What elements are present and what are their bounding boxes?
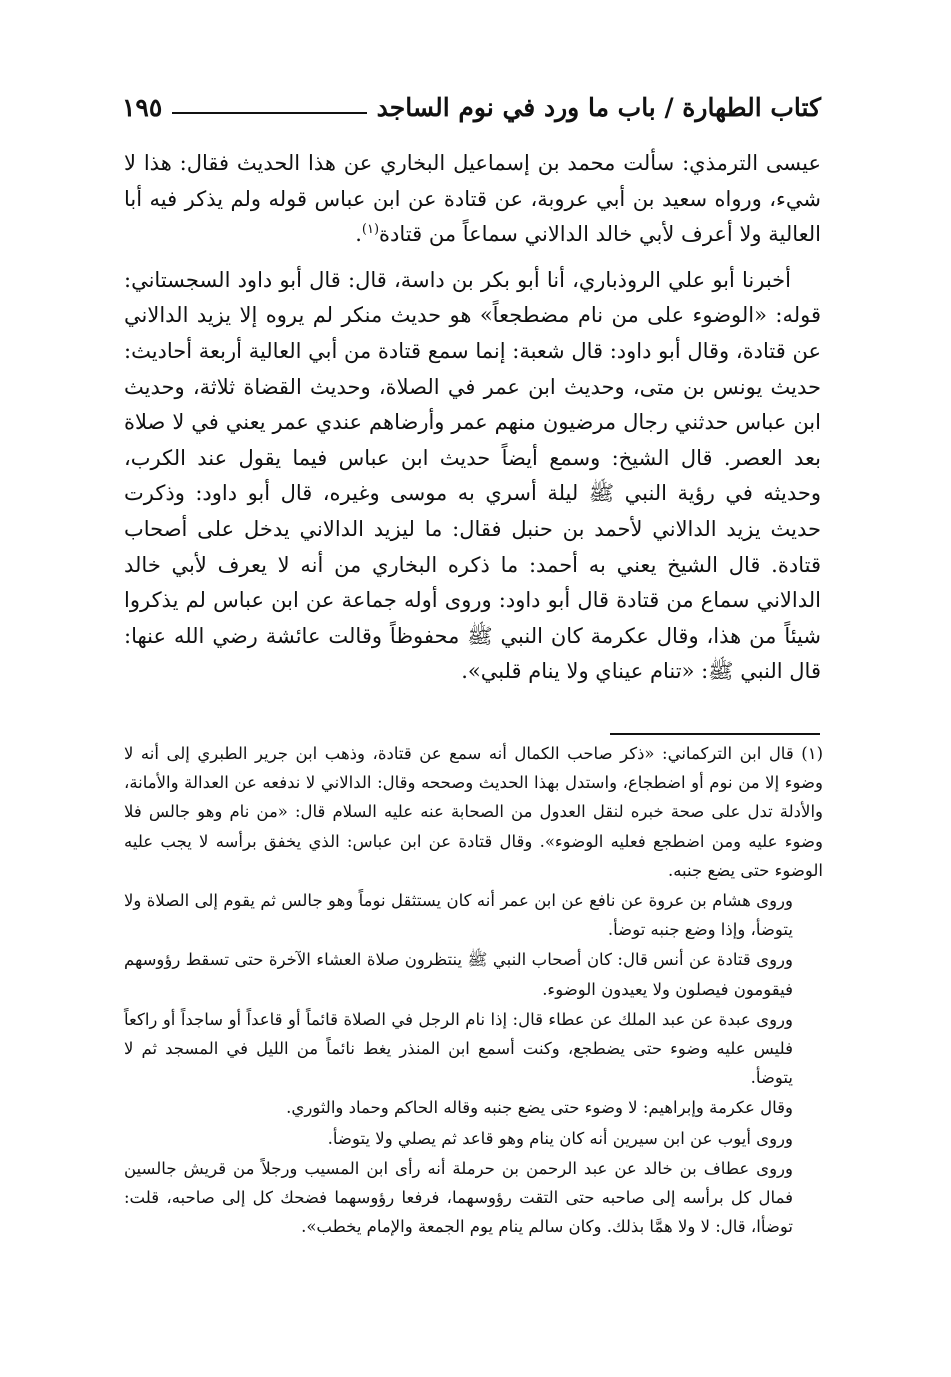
footnotes [124,739,823,1242]
running-header [122,82,821,122]
paragraph-text: عيسى الترمذي: سألت محمد بن إسماعيل البخاري عن هذا الحديث فقال: هذا لا شيء، ورواه سعيد بن أبي عروبة، عن قتادة عن ابن عباس قوله ولم يذكر فيه أبا العالية ولا أعرف لأبي خالد الدالاني سماعاً من قتادة [124,151,821,247]
paragraph: أخبرنا أبو علي الروذباري، أنا أبو بكر بن داسة، قال: قال أبو داود السجستاني: قوله: «الوضوء على من نام مضطجعاً» هو حديث منكر لم يروه إلا يزيد الدالاني عن قتادة، وقال أبو داود: قال شعبة: إنما سمع قتادة من أبي العالية أربعة أحاديث: حديث يونس بن متى، وحديث ابن عمر في الصلاة، وحديث القضاة ثلاثة، وحديث ابن عباس حدثني رجال مرضيون منهم عمر وأرضاهم عندي عمر يعني في لا صلاة بعد العصر. قال الشيخ: وسمع أيضاً حديث ابن عباس فيما يقول عند الكرب، وحديثه في رؤية النبي ﷺ ليلة أسري به موسى وغيره، قال أبو داود: وذكرت حديث يزيد الدالاني لأحمد بن حنبل فقال: ما ليزيد الدالاني يدخل على أصحاب قتادة. قال الشيخ يعني به أحمد: ما ذكره البخاري من أنه لا يعرف لأبي خالد الدالاني سماع من قتادة قال أبو داود: وروى أوله جماعة عن ابن عباس لم يذكروا شيئاً من هذا، وقال عكرمة كان النبي ﷺ محفوظاً وقالت عائشة رضي الله عنها: قال النبي ﷺ: «تنام عيناي ولا ينام قلبي». [124,267,821,684]
footnote-paragraph: وروى قتادة عن أنس قال: كان أصحاب النبي ﷺ ينتظرون صلاة العشاء الآخرة حتى تسقط رؤوسهم فيقومون فيصلون ولا يعيدون الوضوء. [124,950,793,999]
footnote-paragraph: وروى هشام بن عروة عن نافع عن ابن عمر أنه كان يستثقل نوماً وهو جالس ثم يقوم إلى الصلاة ولا يتوضأ، وإذا وضع جنبه توضأ. [124,891,793,940]
footnote-separator [610,733,820,735]
footnote-reference[interactable]: (١) [361,222,380,238]
page-number: ١٩٥ [122,93,163,122]
main-text [124,146,821,690]
footnote-paragraph: وروى أيوب عن ابن سيرين أنه كان ينام وهو قاعد ثم يصلي ولا يتوضأ. [327,1128,793,1148]
paragraph-end: . [355,222,362,247]
chapter-title: كتاب الطهارة / باب ما ورد في نوم الساجد [376,93,821,122]
header-rule [172,112,366,114]
footnote-paragraph: وروى عطاف بن خالد عن عبد الرحمن بن حرملة أنه رأى ابن المسيب ورجلاً من قريش جالسين فمال كل برأسه إلى صاحبه حتى التقت رؤوسهما، فرفعا رؤوسهما فضحك كل إلى صاحبه، قلت: توضأا، قال: لا ولا همَّا بذلك. وكان سالم ينام يوم الجمعة والإمام يخطب». [124,1158,793,1237]
footnote-paragraph: وروى عبدة عن عبد الملك عن عطاء قال: إذا نام الرجل في الصلاة قائماً أو قاعداً أو ساجداً أو راكعاً فليس عليه وضوء حتى يضطجع، وكنت أسمع ابن المنذر يغط نائماً من الليل في المسجد ثم لا يتوضأ. [124,1009,793,1088]
footnote-paragraph: (١) قال ابن التركماني: «ذكر صاحب الكمال أنه سمع عن قتادة، وذهب ابن جرير الطبري إلى أنه لا وضوء إلا من نوم أو اضطجاع، واستدل بهذا الحديث وصححه وقال: الدالاني لا ندفعه عن العدالة والأمانة، والأدلة تدل على صحة خبره لنقل العدول من الصحابة عنه عليه السلام قال: «من نام وهو جالس فلا وضوء عليه ومن اضطجع فعليه الوضوء». وقال قتادة عن ابن عباس: الذي يخفق برأسه لا يجب عليه الوضوء حتى يضع جنبه. [124,744,823,880]
paragraph [124,146,821,253]
footnote-paragraph: وقال عكرمة وإبراهيم: لا وضوء حتى يضع جنبه وقاله الحاكم وحماد والثوري. [286,1098,793,1118]
